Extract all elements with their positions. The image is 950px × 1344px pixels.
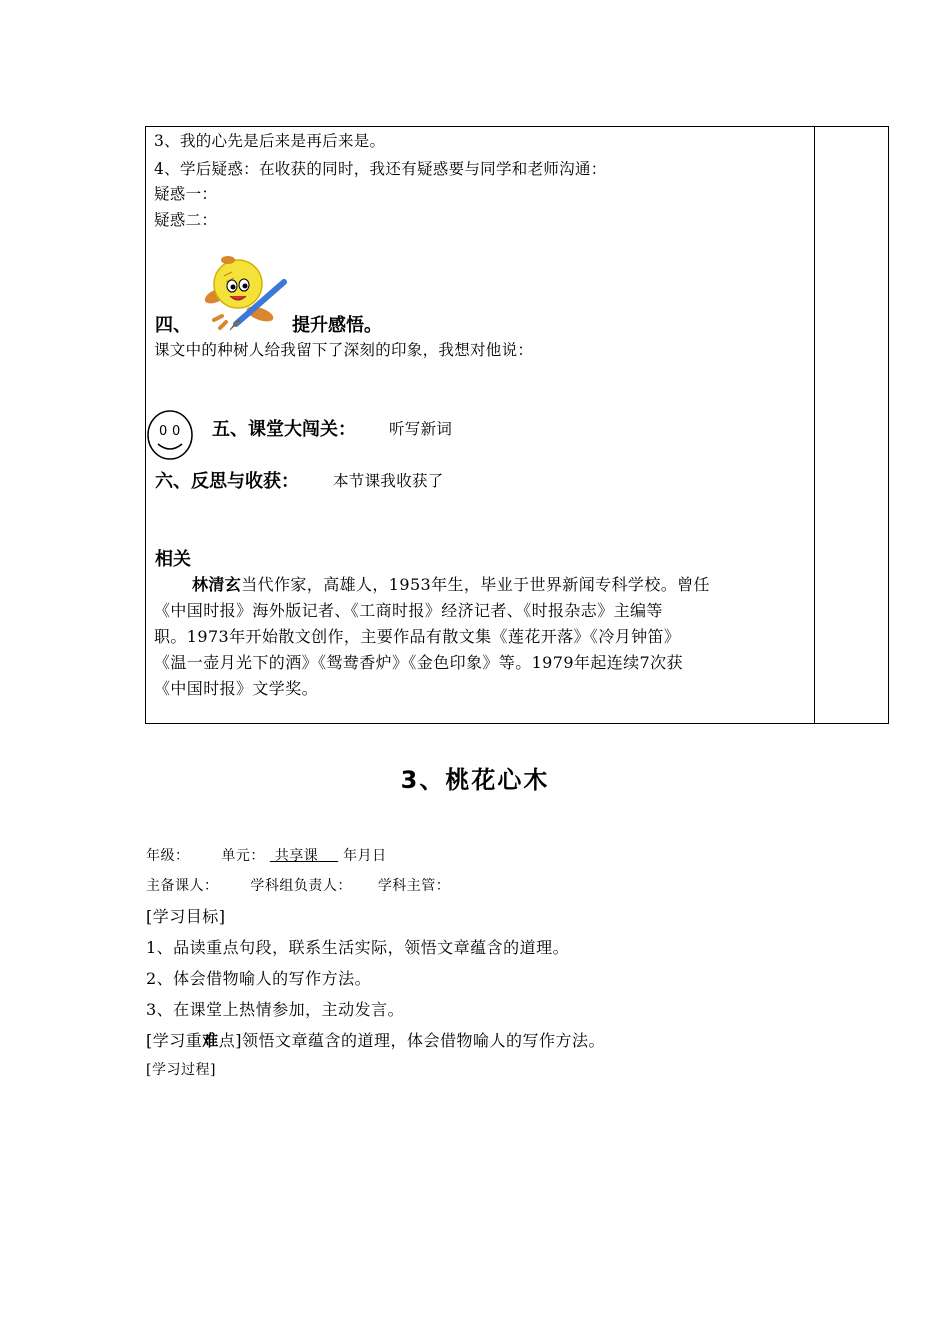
supervisor-label: 学科主管： xyxy=(377,878,451,894)
group-leader-label: 学科组负责人： xyxy=(250,878,352,894)
bio-line-2: 《中国时报》海外版记者、《工商时报》经济记者、《时报杂志》主编等 xyxy=(154,601,663,620)
bio-line-1-text: 当代作家，高雄人，1953年生，毕业于世界新闻专科学校。曾任 xyxy=(241,575,710,594)
item-4-line: 4、学后疑惑：在收获的同时，我还有疑惑要与同学和老师沟通： xyxy=(154,160,607,178)
goal-3: 3、在课堂上热情参加，主动发言。 xyxy=(146,1000,405,1019)
worksheet-table xyxy=(145,126,889,724)
staff-line xyxy=(146,875,450,895)
svg-text:0: 0 xyxy=(172,424,181,439)
smiley-face-icon xyxy=(146,408,196,462)
grade-label: 年级： xyxy=(146,848,190,864)
related-title: 相关 xyxy=(155,549,191,570)
goal-2: 2、体会借物喻人的写作方法。 xyxy=(146,969,372,988)
section-5-title: 五、课堂大闯关： xyxy=(212,419,356,440)
pencil-mascot-icon xyxy=(196,254,290,334)
key-points-label: [学习重 xyxy=(146,1031,203,1050)
date-label: 年月日 xyxy=(343,848,387,864)
bio-line-1 xyxy=(192,572,710,595)
bio-author-name: 林清玄 xyxy=(192,575,242,594)
table-column-divider xyxy=(814,127,815,723)
goal-1: 1、品读重点句段，联系生活实际，领悟文章蕴含的道理。 xyxy=(146,938,570,957)
svg-text:0: 0 xyxy=(159,424,168,439)
unit-label: 单元： xyxy=(221,848,265,864)
process-header: [学习过程] xyxy=(146,1062,216,1078)
section-4-prefix: 四、 xyxy=(155,315,191,336)
key-points-rest: 点]领悟文章蕴含的道理，体会借物喻人的写作方法。 xyxy=(218,1031,606,1050)
section-6-text: 本节课我收获了 xyxy=(333,472,444,490)
lesson-title: 3、桃花心木 xyxy=(400,766,550,794)
bio-line-3: 职。1973年开始散文创作，主要作品有散文集《莲花开落》《冷月钟笛》 xyxy=(154,627,681,646)
key-points-line xyxy=(146,1028,605,1051)
item-3-line: 3、我的心先是后来是再后来是。 xyxy=(154,132,386,150)
goals-header: [学习目标] xyxy=(146,907,226,926)
section-4-title: 提升感悟。 xyxy=(292,315,382,336)
bio-line-4: 《温一壶月光下的酒》《鸳鸯香炉》《金色印象》等。1979年起连续7次获 xyxy=(154,653,683,672)
grade-unit-line xyxy=(146,845,387,865)
preparer-label: 主备课人： xyxy=(146,878,219,894)
section-4-prompt: 课文中的种树人给我留下了深刻的印象，我想对他说： xyxy=(154,341,534,359)
key-points-bold: 难 xyxy=(202,1031,219,1050)
section-5-text: 听写新词 xyxy=(389,420,453,438)
doubt-two: 疑惑二： xyxy=(154,211,218,229)
bio-line-5: 《中国时报》文学奖。 xyxy=(154,679,319,698)
doubt-one: 疑惑一： xyxy=(154,185,218,203)
section-6-title: 六、反思与收获： xyxy=(155,471,299,492)
unit-value: 共享课 xyxy=(274,848,319,864)
